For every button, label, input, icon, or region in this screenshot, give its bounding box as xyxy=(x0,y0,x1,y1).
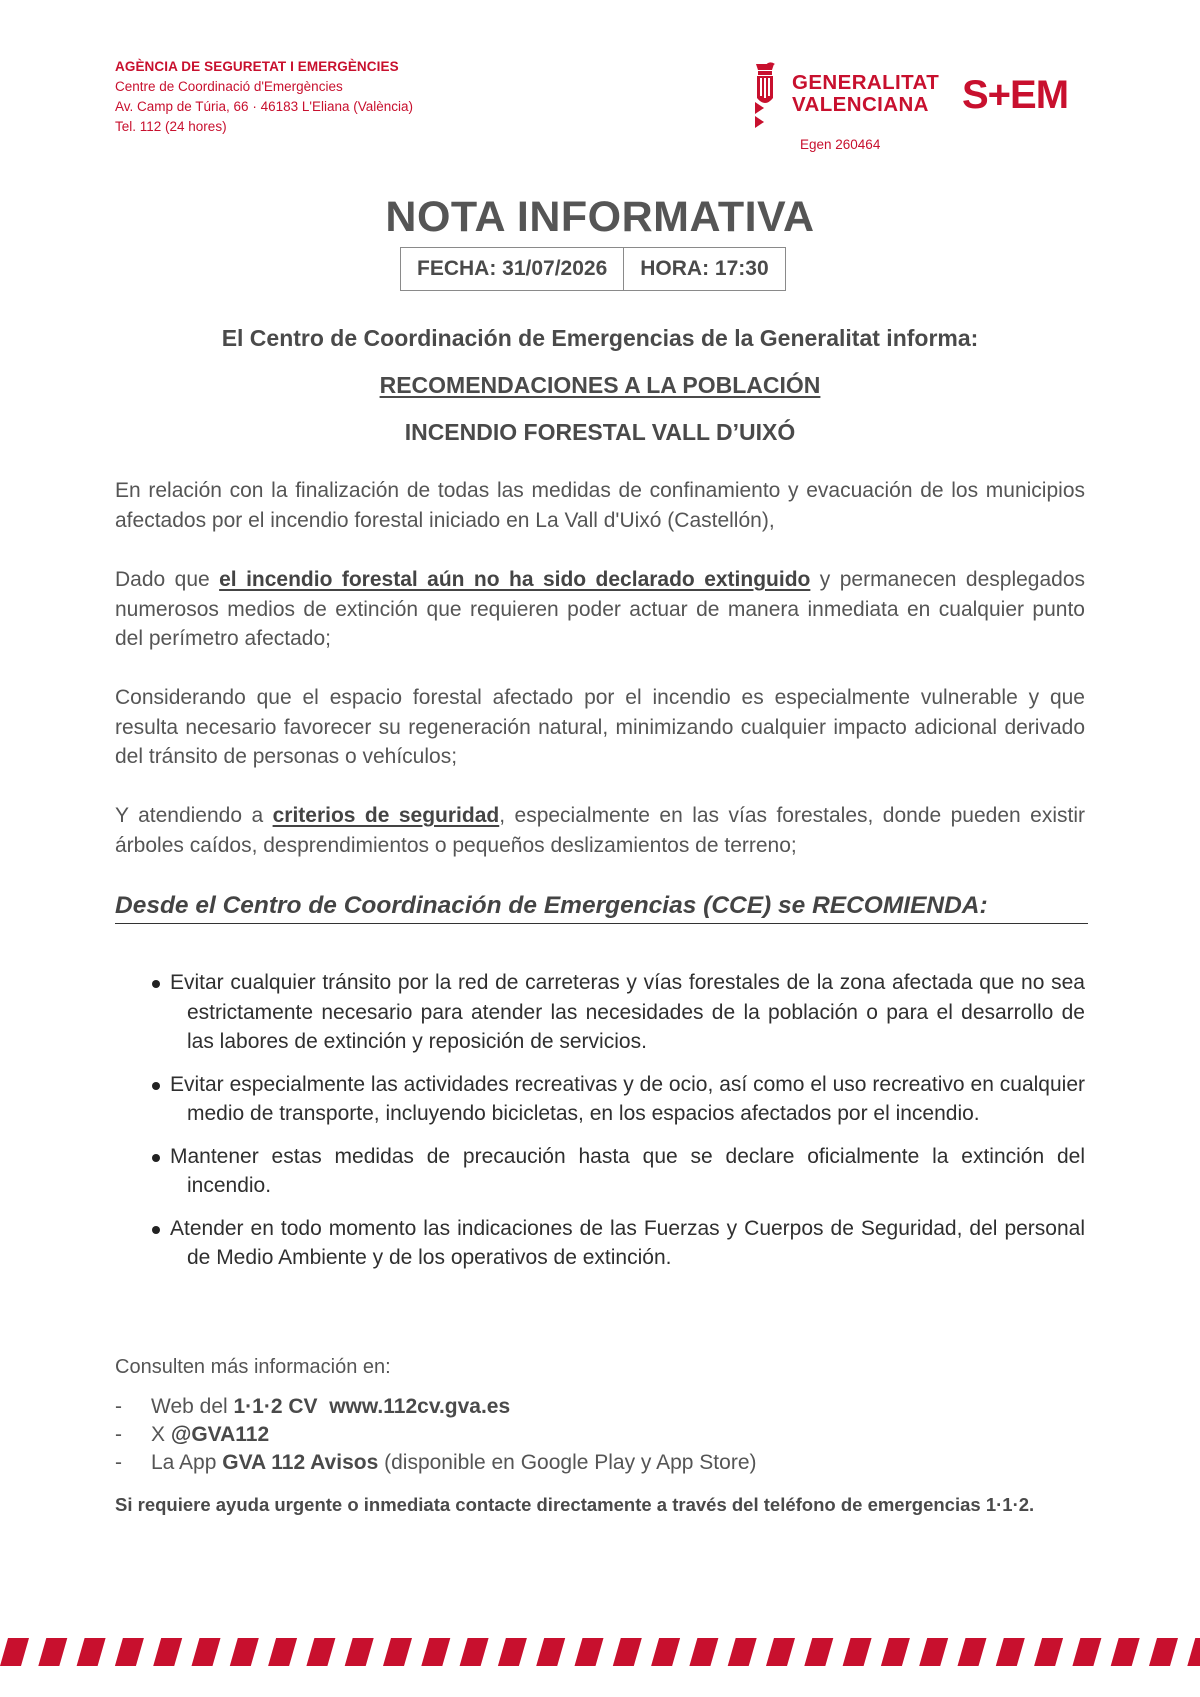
bullet-icon xyxy=(152,1154,160,1162)
egen-code: Egen 260464 xyxy=(800,137,881,152)
generalitat-wordmark xyxy=(792,72,939,116)
list-item-text: Atender en todo momento las indicaciones de las Fuerzas y Cuerpos de Seguridad, del personal de Medio Ambiente y de los operativos de extinción. xyxy=(170,1216,1085,1269)
bullet-icon xyxy=(152,1082,160,1090)
date-cell: FECHA: 31/07/2026 xyxy=(417,257,608,280)
stripe xyxy=(996,1638,1025,1666)
paragraph-not-extinguished xyxy=(115,565,1085,654)
paragraph-safety xyxy=(115,801,1085,860)
stripe xyxy=(881,1638,910,1666)
app-name: GVA 112 Avisos xyxy=(222,1451,379,1474)
stripe xyxy=(153,1638,182,1666)
p2-emphasis: el incendio forestal aún no ha sido declarado extinguido xyxy=(219,568,811,591)
decorative-stripes xyxy=(0,1638,1200,1666)
generalitat-line2: VALENCIANA xyxy=(792,93,929,116)
list-item-x xyxy=(115,1421,757,1449)
stripe xyxy=(115,1638,144,1666)
stripe xyxy=(1187,1638,1200,1666)
stripe xyxy=(230,1638,259,1666)
web-112-label: 1·1·2 CV xyxy=(233,1395,318,1418)
stripe xyxy=(421,1638,450,1666)
list-item-text: Evitar especialmente las actividades recreativas y de ocio, así como el uso recreativo en cualquier medio de transporte, incluyendo bicicletas, en los espacios afectados por el incendio. xyxy=(170,1072,1085,1125)
list-item-text: Evitar cualquier tránsito por la red de carreteras y vías forestales de la zona afectada que no sea estrictamente necesario para atender las necesidades de la población o para el desarrollo de las labores de extinción y reposición de servicios. xyxy=(170,971,1085,1053)
web-prefix: Web del xyxy=(151,1395,234,1418)
stripe xyxy=(268,1638,297,1666)
stripe xyxy=(1149,1638,1178,1666)
stripe xyxy=(383,1638,412,1666)
agency-block xyxy=(115,57,413,137)
p4-post: , especialmente en las vías forestales, donde pueden existir árboles caídos, desprendimientos o pequeños deslizamientos de terreno; xyxy=(115,804,1085,857)
stripe xyxy=(651,1638,680,1666)
list-item-text: Mantener estas medidas de precaución hasta que se declare oficialmente la extinción del incendio. xyxy=(170,1144,1085,1197)
agency-center: Centre de Coordinació d'Emergències xyxy=(115,79,343,94)
stripe xyxy=(804,1638,833,1666)
stripe xyxy=(1034,1638,1063,1666)
stripe xyxy=(919,1638,948,1666)
stripe xyxy=(0,1638,29,1666)
urgent-help-note: Si requiere ayuda urgente o inmediata contacte directamente a través del teléfono de emergencias 1·1·2. xyxy=(115,1494,1035,1515)
generalitat-line1: GENERALITAT xyxy=(792,71,940,94)
p4-emphasis: criterios de seguridad xyxy=(272,804,500,827)
recommendations-heading: RECOMENDACIONES A LA POBLACIÓN xyxy=(379,372,821,398)
dash: - xyxy=(115,1423,122,1446)
stripe xyxy=(689,1638,718,1666)
paragraph-finalization: En relación con la finalización de todas las medidas de confinamiento y evacuación de los municipios afectados por el incendio forestal iniciado en La Vall d'Uixó (Castellón), xyxy=(115,479,1085,532)
p2-post: y permanecen desplegados numerosos medios de extinción que requieren poder actuar de manera inmediata en cualquier punto del perímetro afectado; xyxy=(115,568,1086,650)
cce-recommends-heading: Desde el Centro de Coordinación de Emergencias (CCE) se RECOMIENDA: xyxy=(115,892,1088,924)
x-handle-link[interactable]: @GVA112 xyxy=(170,1423,270,1446)
agency-name: AGÈNCIA DE SEGURETAT I EMERGÈNCIES xyxy=(115,59,399,74)
web-link[interactable]: www.112cv.gva.es xyxy=(329,1395,511,1418)
time-cell: HORA: 17:30 xyxy=(623,248,784,290)
stripe xyxy=(843,1638,872,1666)
p4-pre: Y atendiendo a xyxy=(115,804,273,827)
stripe xyxy=(536,1638,565,1666)
list-item xyxy=(150,1142,1085,1201)
stripe xyxy=(192,1638,221,1666)
list-item-app xyxy=(115,1449,757,1477)
bullet-icon xyxy=(152,1226,160,1234)
more-info-label: Consulten más información en: xyxy=(115,1356,391,1378)
dash: - xyxy=(115,1395,122,1418)
stripe xyxy=(38,1638,67,1666)
agency-phone: Tel. 112 (24 hores) xyxy=(115,119,227,134)
stripe xyxy=(575,1638,604,1666)
dash: - xyxy=(115,1451,122,1474)
stripe xyxy=(460,1638,489,1666)
page-title: NOTA INFORMATIVA xyxy=(385,193,815,241)
list-item xyxy=(150,968,1085,1057)
list-item xyxy=(150,1214,1085,1273)
stripe xyxy=(1072,1638,1101,1666)
stripe xyxy=(498,1638,527,1666)
recommendations-list xyxy=(150,968,1085,1286)
date-time-box xyxy=(400,247,786,291)
stripe xyxy=(306,1638,335,1666)
subject-heading: INCENDIO FORESTAL VALL D’UIXÓ xyxy=(404,419,796,445)
bullet-icon xyxy=(152,980,160,988)
info-links-list xyxy=(115,1393,757,1477)
p2-pre: Dado que xyxy=(115,568,220,591)
x-prefix: X xyxy=(151,1423,171,1446)
stripe xyxy=(766,1638,795,1666)
stripe xyxy=(728,1638,757,1666)
list-item xyxy=(150,1070,1085,1129)
stripe xyxy=(613,1638,642,1666)
paragraph-vulnerable-area: Considerando que el espacio forestal afectado por el incendio es especialmente vulnerable y que resulta necesario favorecer su regeneración natural, minimizando cualquier impacto adicional derivado del tránsito de personas o vehículos; xyxy=(115,686,1085,768)
stripe xyxy=(77,1638,106,1666)
app-prefix: La App xyxy=(151,1451,223,1474)
stripe xyxy=(1111,1638,1140,1666)
stripe xyxy=(345,1638,374,1666)
agency-address: Av. Camp de Túria, 66 · 46183 L'Eliana (València) xyxy=(115,99,413,114)
stripe xyxy=(958,1638,987,1666)
app-availability: (disponible en Google Play y App Store) xyxy=(378,1451,757,1474)
list-item-web xyxy=(115,1393,757,1421)
intro-heading: El Centro de Coordinación de Emergencias de la Generalitat informa: xyxy=(221,325,979,351)
sem-logo: S+EM xyxy=(962,73,1069,117)
